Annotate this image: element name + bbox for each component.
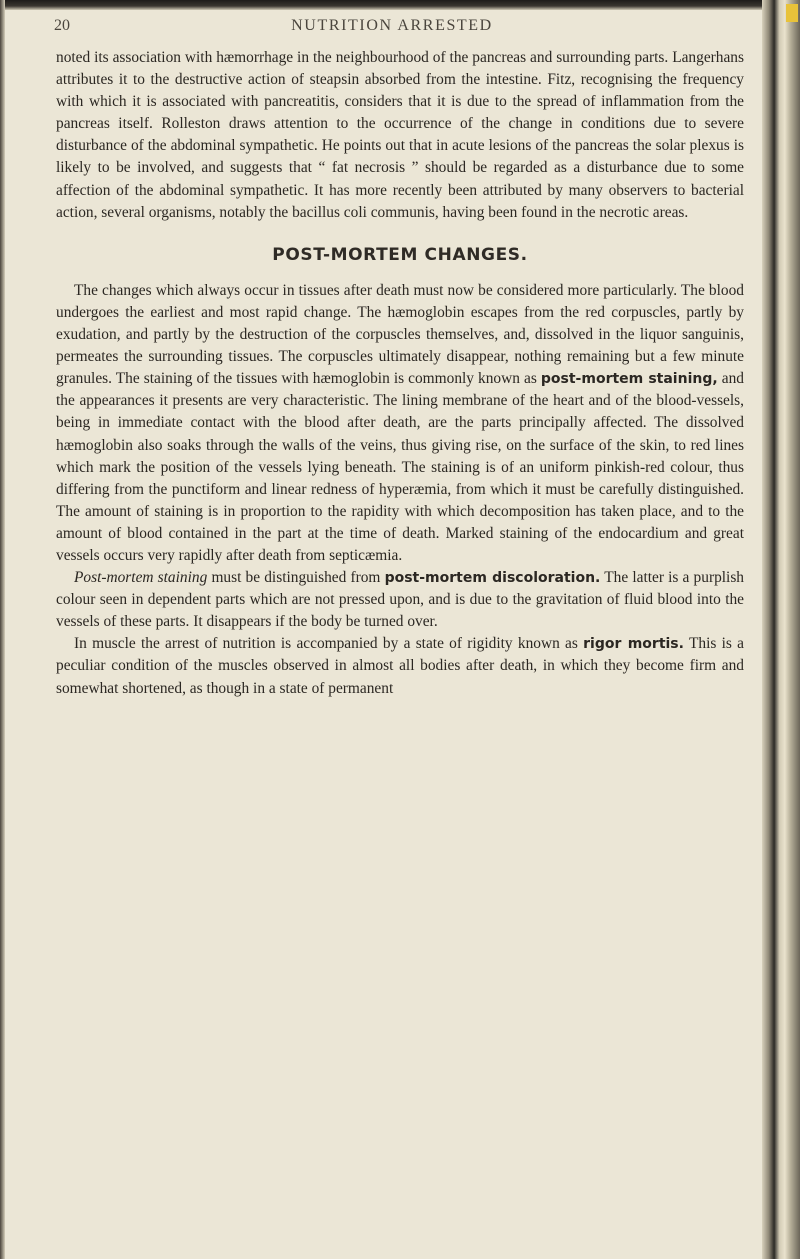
italic-term-post-mortem-staining: Post-mortem staining [74,569,208,587]
paragraph-text: must be distinguished from [211,569,381,587]
page-top-edge [0,0,800,10]
book-spine-edge [762,0,800,1259]
paragraph-rigor-mortis [56,633,744,699]
term-rigor-mortis: rigor mortis. [583,636,684,653]
page-left-edge [0,0,5,1259]
paragraph-text: The changes which always occur in tissues after death must now be considered more particularly. The blood undergoes the earliest and most rapid change. The hæmoglobin escapes from the red corpuscles, partly by exudation, and partly by the destruction of the corpuscles themselves, and, dissolved in the liquor sanguinis, permeates the surrounding tissues. The corpuscles ultimately disappear, nothing remaining but a few minute granules. The staining of the tissues with hæmoglobin is commonly known as [56,281,744,388]
paragraph-text: and the appearances it presents are very characteristic. The lining membrane of the heart and of the blood-vessels, being in immediate contact with the blood after death, are the parts principally affected. The dissolved hæmoglobin also soaks through the walls of the veins, thus giving rise, on the surface of the skin, to red lines which mark the position of the vessels lying beneath. The staining is of an uniform pinkish-red colour, thus differing from the punctiform and linear redness of hyperæmia, from which it must be carefully distinguished. The amount of staining is in proportion to the rapidity with which decomposition has taken place, and to the amount of blood contained in the part at the time of death. Marked staining of the endocardium and great vessels occurs very rapidly after death from septicæmia. [56,370,744,564]
paragraph-text: This is a peculiar condition of the muscles observed in almost all bodies after death, in which they become firm and somewhat shortened, as though in a state of permanent [56,635,745,697]
term-post-mortem-discoloration: post-mortem discoloration. [384,570,601,587]
paragraph-fat-necrosis: noted its association with hæmorrhage in the neighbourhood of the pancreas and surrounding parts. Langerhans attributes it to the destructive action of steapsin absorbed from the intestine. Fitz, recognising the frequency with which it is associated with pancreatitis, considers that it is due to the spread of inflammation from the pancreas itself. Rolleston draws attention to the occurrence of the change in conditions due to severe disturbance of the abdominal sympathetic. He points out that in acute lesions of the pancreas the solar plexus is likely to be involved, and suggests that “ fat necrosis ” should be regarded as a disturbance due to some affection of the abdominal sympathetic. It has more recently been attributed by many observers to bacterial action, several organisms, notably the bacillus coli communis, having been found in the necrotic areas. [56,49,744,221]
term-post-mortem-staining: post-mortem staining, [540,371,718,388]
page-number: 20 [54,17,70,34]
paragraph-post-mortem-changes [56,280,744,567]
paragraph-text: The latter is a purplish colour seen in dependent parts which are not pressed upon, and is due to the gravitation of fluid blood into the vessels of these parts. It disappears if the body be turned over. [56,569,744,631]
spine-mark [786,4,798,22]
paragraph-text: In muscle the arrest of nutrition is accompanied by a state of rigidity known as [74,635,578,653]
running-head [52,10,732,50]
paragraph-post-mortem-discoloration [56,567,744,633]
page-body [56,47,744,700]
section-heading: POST-MORTEM CHANGES. [272,244,528,265]
running-title: NUTRITION ARRESTED [291,17,493,34]
